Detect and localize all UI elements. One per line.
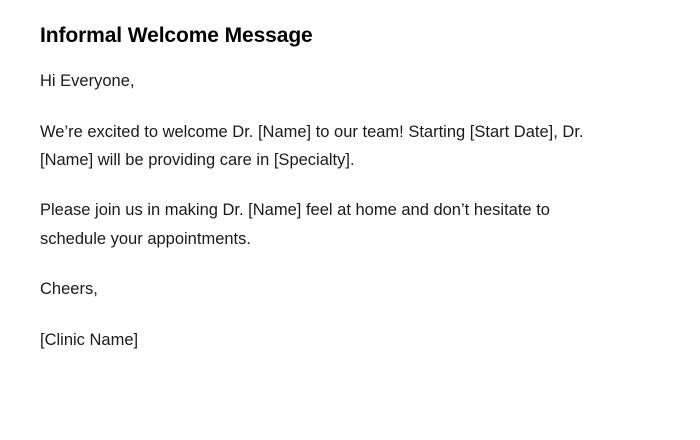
sender-name-paragraph: [Clinic Name] [40,330,139,349]
page-title: Informal Welcome Message [40,24,313,47]
signoff-paragraph: Cheers, [40,280,98,299]
welcome-body-paragraph: We’re excited to welcome Dr. [Name] to our team! Starting [Start Date], Dr. [Name] will be providing care in [Specialty]. [40,122,584,170]
greeting-paragraph: Hi Everyone, [40,72,135,91]
invitation-paragraph: Please join us in making Dr. [Name] feel at home and don’t hesitate to schedule your appointments. [40,201,550,248]
